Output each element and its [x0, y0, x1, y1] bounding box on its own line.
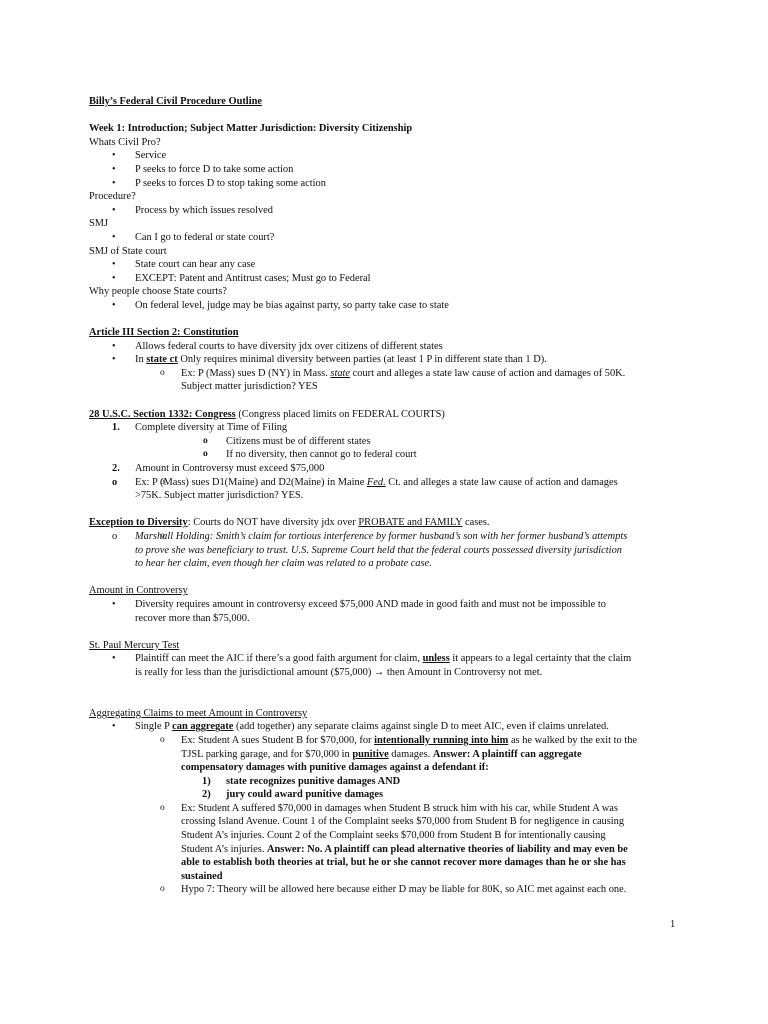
condition-item: 1) state recognizes punitive damages AND — [202, 775, 401, 787]
question-why-state: Why people choose State courts? — [89, 286, 227, 298]
list-item: • Plaintiff can meet the AIC if there’s a good faith argument for claim, unless it appears to a legal certainty that the claim is really for less than the jurisdictional amount ($75,000) → then Amount in Controversy not met. — [89, 652, 689, 679]
example-item: o Ex: P (Mass) sues D (NY) in Mass. state court and alleges a state law cause of action and damages of 50K. Subject matter jurisdiction? YES — [89, 367, 689, 394]
list-item: • Allows federal courts to have diversity jdx over citizens of different states — [89, 340, 689, 354]
list-item: • On federal level, judge may be bias against party, so party take case to state — [89, 299, 689, 313]
list-item: • P seeks to forces D to stop taking some action — [89, 177, 689, 191]
sub-item: o Citizens must be of different states — [89, 435, 689, 449]
document-page — [89, 95, 689, 897]
page-number: 1 — [670, 919, 676, 930]
list-item: • P seeks to force D to take some action — [89, 163, 689, 177]
list-item: • EXCEPT: Patent and Antitrust cases; Must go to Federal — [89, 272, 689, 286]
week1-heading: Week 1: Introduction; Subject Matter Jurisdiction: Diversity Citizenship — [89, 123, 413, 135]
list-item: • Can I go to federal or state court? — [89, 231, 689, 245]
list-item: • In state ct Only requires minimal diversity between parties (at least 1 P in different state than 1 D). — [89, 353, 689, 367]
condition-item: 2) jury could award punitive damages — [202, 789, 384, 801]
document-title: Billy’s Federal Civil Procedure Outline — [89, 96, 262, 107]
article-iii-heading: Article III Section 2: Constitution — [89, 327, 239, 339]
list-item: • Single P can aggregate (add together) any separate claims against single D to meet AIC, even if claims unrelated. — [89, 720, 689, 734]
example-item: o Ex: Student A sues Student B for $70,000, for intentionally running into him as he walked by the exit to the TJSL parking garage, and for $70,000 in punitive damages. Answer: A plaintiff can aggregate compensatory damages with punitive damages against a defendant if: — [89, 734, 689, 775]
example-item: o o Ex: P (Mass) sues D1(Maine) and D2(Maine) in Maine Fed. Ct. and alleges a state law cause of action and damages >75K. Subject matter jurisdiction? YES. — [89, 476, 689, 503]
usc-heading: 28 U.S.C. Section 1332: Congress (Congress placed limits on FEDERAL COURTS) — [89, 408, 445, 420]
example-item: o Ex: Student A suffered $70,000 in damages when Student B struck him with his car, while Student A was crossing Island Avenue. Count 1 of the Complaint seeks $70,000 from Student B for negligence in causing Student A’s injuries. Count 2 of the Complaint seeks $70,000 from Student B for intentionally causing Student A’s injuries. Answer: No. A plaintiff can plead alternative theories of liability and may even be able to establish both theories at trial, but he or she cannot recover more damages than he or she has sustained — [89, 802, 689, 884]
numbered-item: 1. Complete diversity at Time of Filing — [112, 422, 288, 434]
aic-heading: Amount in Controversy — [89, 585, 188, 597]
sub-item: o If no diversity, then cannot go to federal court — [89, 448, 689, 462]
list-item: • Diversity requires amount in controversy exceed $75,000 AND made in good faith and must not be impossible to recover more than $75,000. — [89, 598, 689, 625]
holding-item: o o Marshall Holding: Smith’s claim for tortious interference by former husband’s son with her former husband’s attempts to prove she was beneficiary to trust. U.S. Supreme Court held that the federal courts possessed diversity jurisdiction to hear her claim, even though her claim was related to a probate case. — [89, 530, 689, 571]
numbered-item: 2. Amount in Controversy must exceed $75,000 — [112, 463, 325, 475]
question-civil-pro: Whats Civil Pro? — [89, 136, 161, 148]
question-smj-state: SMJ of State court — [89, 245, 167, 257]
aggregating-heading: Aggregating Claims to meet Amount in Controversy — [89, 707, 308, 719]
exception-heading: Exception to Diversity: Courts do NOT have diversity jdx over PROBATE and FAMILY cases. — [89, 517, 490, 529]
list-item: • State court can hear any case — [89, 258, 689, 272]
list-item: • Service — [89, 149, 689, 163]
question-procedure: Procedure? — [89, 191, 136, 203]
st-paul-heading: St. Paul Mercury Test — [89, 639, 180, 651]
question-smj: SMJ — [89, 218, 109, 230]
example-item: o Hypo 7: Theory will be allowed here because either D may be liable for 80K, so AIC met against each one. — [89, 883, 689, 897]
list-item: • Process by which issues resolved — [89, 204, 689, 218]
